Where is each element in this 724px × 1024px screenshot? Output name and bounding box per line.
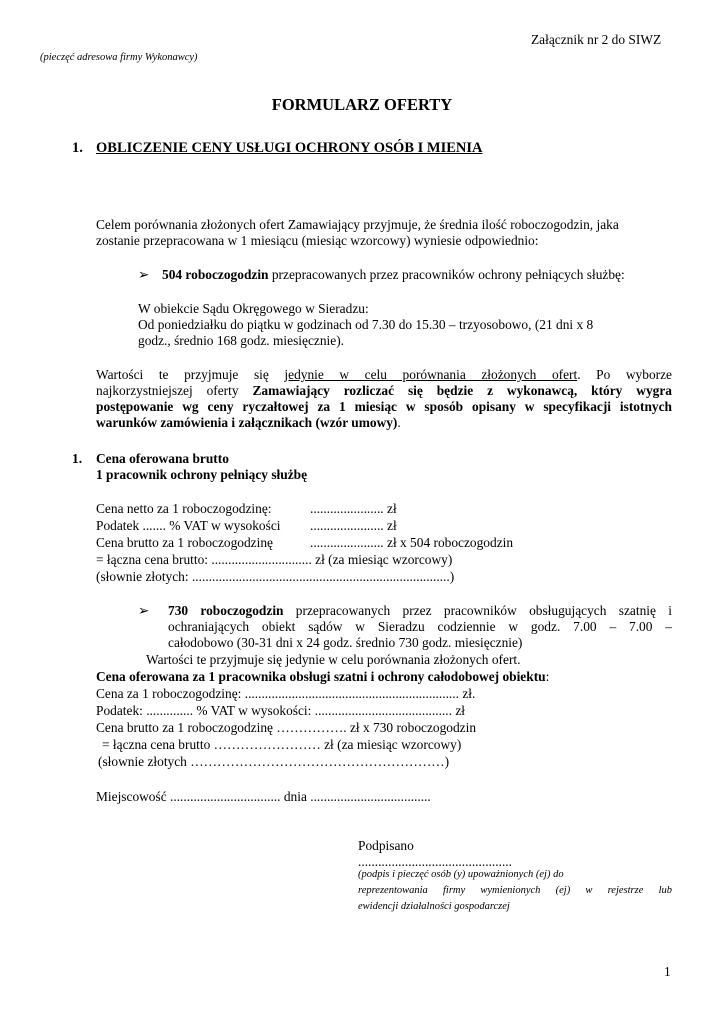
arrow-bullet-icon: ➢ xyxy=(138,267,150,282)
signature-label: Podpisano xyxy=(358,838,414,853)
gross-price-label: Cena brutto za 1 roboczogodzinę xyxy=(96,535,273,550)
price-subheading: 1 pracownik ochrony pełniący służbę xyxy=(96,467,308,482)
bullet-text: 730 roboczogodzin przepracowanych przez pracowników obsługujących szatnię i xyxy=(168,603,672,618)
place-date-line: Miejscowość ................................. dnia .................................... xyxy=(96,789,431,804)
location-line: godz., średnio 168 godz. miesięcznie). xyxy=(138,333,345,348)
bullet-rest: przepracowanych przez pracowników ochrony pełniących służbę: xyxy=(268,267,625,282)
intro-line: Celem porównania złożonych ofert Zamawiający przyjmuje, że średnia ilość roboczogodzin, jaka xyxy=(96,217,619,232)
underlined-phrase: jedynie w celu porównania złożonych ofert xyxy=(284,367,578,382)
bullet-text: ochraniających obiekt sądów w Sieradzu codziennie w godz. 7.00 – 7.00 – xyxy=(168,619,672,634)
signature-note: (podpis i pieczęć osób (y) upoważnionych (ej) do xyxy=(358,869,564,880)
signature-note: ewidencji działalności gospodarczej xyxy=(358,901,510,912)
net-price-field: ...................... zł xyxy=(310,501,397,516)
price2-note: Wartości te przyjmuje się jedynie w celu porównania złożonych ofert. xyxy=(146,652,521,667)
price2-words: (słownie złotych …………………………………………………) xyxy=(98,754,450,769)
price2-net: Cena za 1 roboczogodzinę: ................................................................ zł. xyxy=(96,686,476,701)
page-number: 1 xyxy=(664,964,671,979)
price2-total: = łączna cena brutto …………………… zł (za miesiąc wzorcowy) xyxy=(102,737,462,752)
net-price-label: Cena netto za 1 roboczogodzinę: xyxy=(96,501,272,516)
signature-line: .............................................. xyxy=(358,854,512,869)
bullet-text xyxy=(162,267,625,283)
location-line: W obiekcie Sądu Okręgowego w Sieradzu: xyxy=(138,301,369,316)
price2-gross: Cena brutto za 1 roboczogodzinę ……………. zł x 730 roboczogodzin xyxy=(96,720,477,735)
intro-line: zostanie przepracowana w 1 miesiącu (miesiąc wzorcowy) wyniesie odpowiednio: xyxy=(96,233,539,248)
gross-price-field: ...................... zł x 504 roboczogodzin xyxy=(310,535,514,550)
page-title: FORMULARZ OFERTY xyxy=(271,95,453,114)
price2-tax: Podatek: .............. % VAT w wysokości: ......................................... zł xyxy=(96,703,465,718)
values-line: Wartości te przyjmuje się jedynie w celu porównania złożonych ofert. Po wyborze xyxy=(96,367,672,382)
tax-field: ...................... zł xyxy=(310,518,397,533)
values-line: warunków zamówienia i załącznikach (wzór umowy). xyxy=(96,415,401,430)
price-in-words: (słownie złotych: .............................................................................) xyxy=(96,569,455,584)
price-heading: Cena oferowana brutto xyxy=(96,451,229,466)
bullet-hours: 504 roboczogodzin xyxy=(162,267,269,282)
attachment-label: Załącznik nr 2 do SIWZ xyxy=(531,32,662,47)
total-price-line: = łączna cena brutto: .............................. zł (za miesiąc wzorcowy) xyxy=(96,552,453,567)
signature-note: reprezentowania firmy wymienionych (ej) w rejestrze lub xyxy=(358,885,672,896)
price-number: 1. xyxy=(72,451,83,466)
location-line: Od poniedziałku do piątku w godzinach od 7.30 do 15.30 – trzyosobowo, (21 dni x 8 xyxy=(138,317,594,332)
bullet-text: całodobowo (30-31 dni x 24 godz. średnio 730 godz. miesięcznie) xyxy=(168,635,523,650)
values-line: najkorzystniejszej oferty Zamawiający rozliczać się będzie z wykonawcą, który wygra xyxy=(96,383,672,398)
section-number: 1. xyxy=(72,140,83,156)
section-heading: OBLICZENIE CENY USŁUGI OCHRONY OSÓB I MIENIA xyxy=(96,140,483,156)
values-line: postępowanie wg ceny ryczałtowej za 1 miesiąc w sposób opisany w specyfikacji istotnych xyxy=(96,399,672,414)
arrow-bullet-icon: ➢ xyxy=(138,603,150,618)
price2-heading: Cena oferowana za 1 pracownika obsługi szatni i ochrony całodobowej obiektu: xyxy=(96,669,550,684)
bullet-hours: 730 roboczogodzin xyxy=(168,603,284,618)
tax-label: Podatek ....... % VAT w wysokości xyxy=(96,518,281,533)
stamp-placeholder: (pieczęć adresowa firmy Wykonawcy) xyxy=(40,52,198,63)
